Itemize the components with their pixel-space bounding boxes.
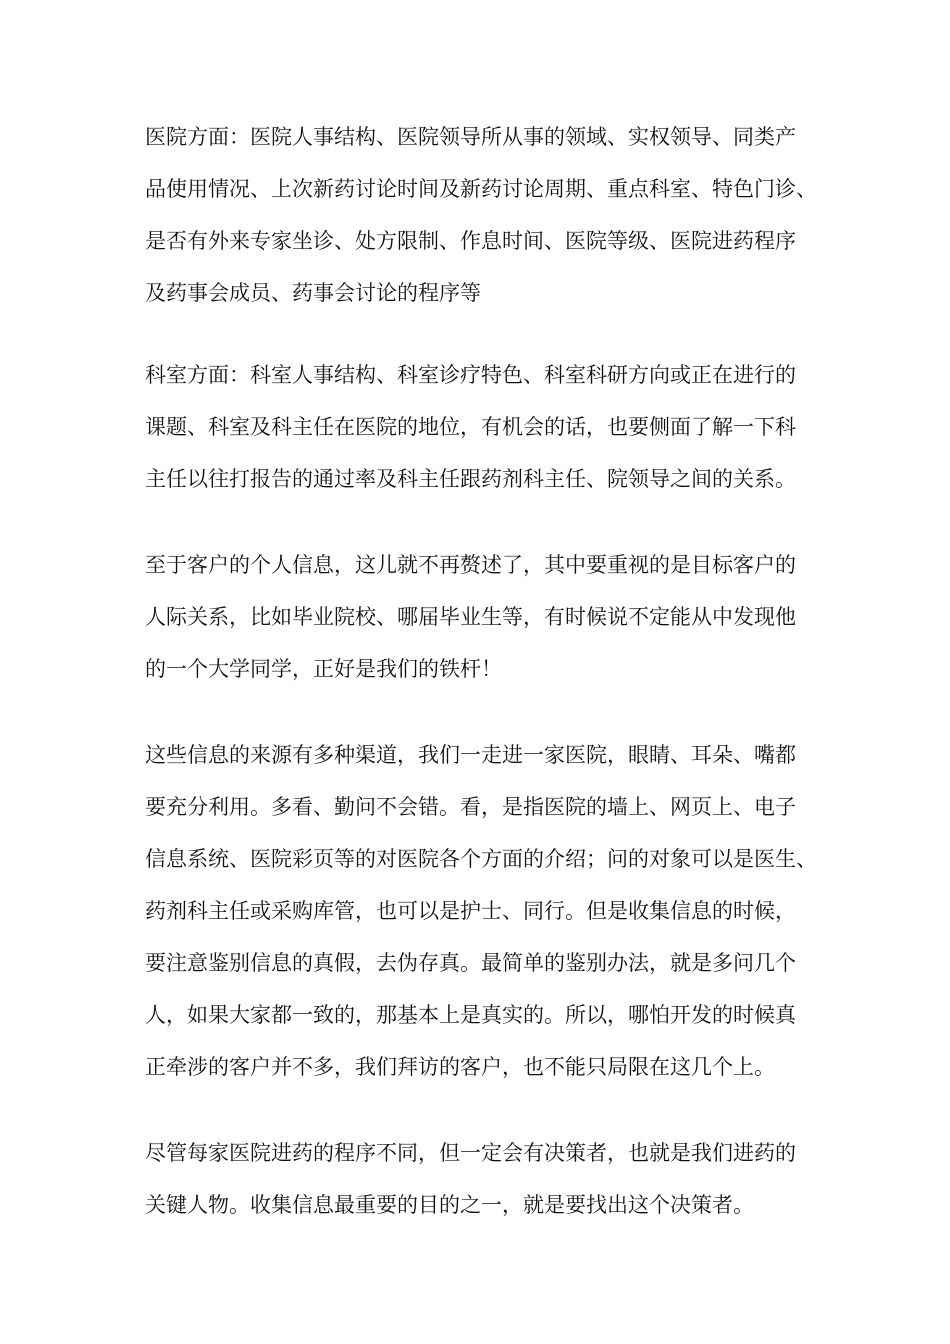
text-line: 要注意鉴别信息的真假，去伪存真。最简单的鉴别办法，就是多问几个 xyxy=(145,951,796,975)
paragraph-decision-maker xyxy=(145,1134,810,1238)
text-line: 正牵涉的客户并不多，我们拜访的客户，也不能只局限在这几个上。 xyxy=(145,1055,775,1079)
paragraph-hospital xyxy=(145,118,817,326)
text-line: 这些信息的来源有多种渠道，我们一走进一家医院，眼睛、耳朵、嘴都 xyxy=(145,743,796,767)
text-line: 要充分利用。多看、勤问不会错。看，是指医院的墙上、网页上、电子 xyxy=(145,795,796,819)
text-line: 信息系统、医院彩页等的对医院各个方面的介绍；问的对象可以是医生、 xyxy=(145,847,817,871)
text-line: 人，如果大家都一致的，那基本上是真实的。所以，哪怕开发的时候真 xyxy=(145,1003,796,1027)
text-line: 品使用情况、上次新药讨论时间及新药讨论周期、重点科室、特色门诊、 xyxy=(145,177,817,201)
text-line: 的一个大学同学，正好是我们的铁杆！ xyxy=(145,657,502,681)
text-line: 关键人物。收集信息最重要的目的之一，就是要找出这个决策者。 xyxy=(145,1193,754,1217)
text-line: 医院方面：医院人事结构、医院领导所从事的领域、实权领导、同类产 xyxy=(145,125,796,149)
text-line: 药剂科主任或采购库管，也可以是护士、同行。但是收集信息的时候， xyxy=(145,899,796,923)
text-line: 科室方面：科室人事结构、科室诊疗特色、科室科研方向或正在进行的 xyxy=(145,363,796,387)
paragraph-personal-info xyxy=(145,546,810,702)
document-body xyxy=(145,118,817,1238)
paragraph-info-sources xyxy=(145,736,817,1100)
paragraph-department xyxy=(145,356,810,512)
text-line: 及药事会成员、药事会讨论的程序等 xyxy=(145,281,481,305)
text-line: 人际关系，比如毕业院校、哪届毕业生等，有时候说不定能从中发现他 xyxy=(145,605,796,629)
text-line: 课题、科室及科主任在医院的地位，有机会的话，也要侧面了解一下科 xyxy=(145,415,796,439)
text-line: 是否有外来专家坐诊、处方限制、作息时间、医院等级、医院进药程序 xyxy=(145,229,796,253)
text-line: 尽管每家医院进药的程序不同，但一定会有决策者，也就是我们进药的 xyxy=(145,1141,796,1165)
text-line: 至于客户的个人信息，这儿就不再赘述了，其中要重视的是目标客户的 xyxy=(145,553,796,577)
text-line: 主任以往打报告的通过率及科主任跟药剂科主任、院领导之间的关系。 xyxy=(145,467,796,491)
